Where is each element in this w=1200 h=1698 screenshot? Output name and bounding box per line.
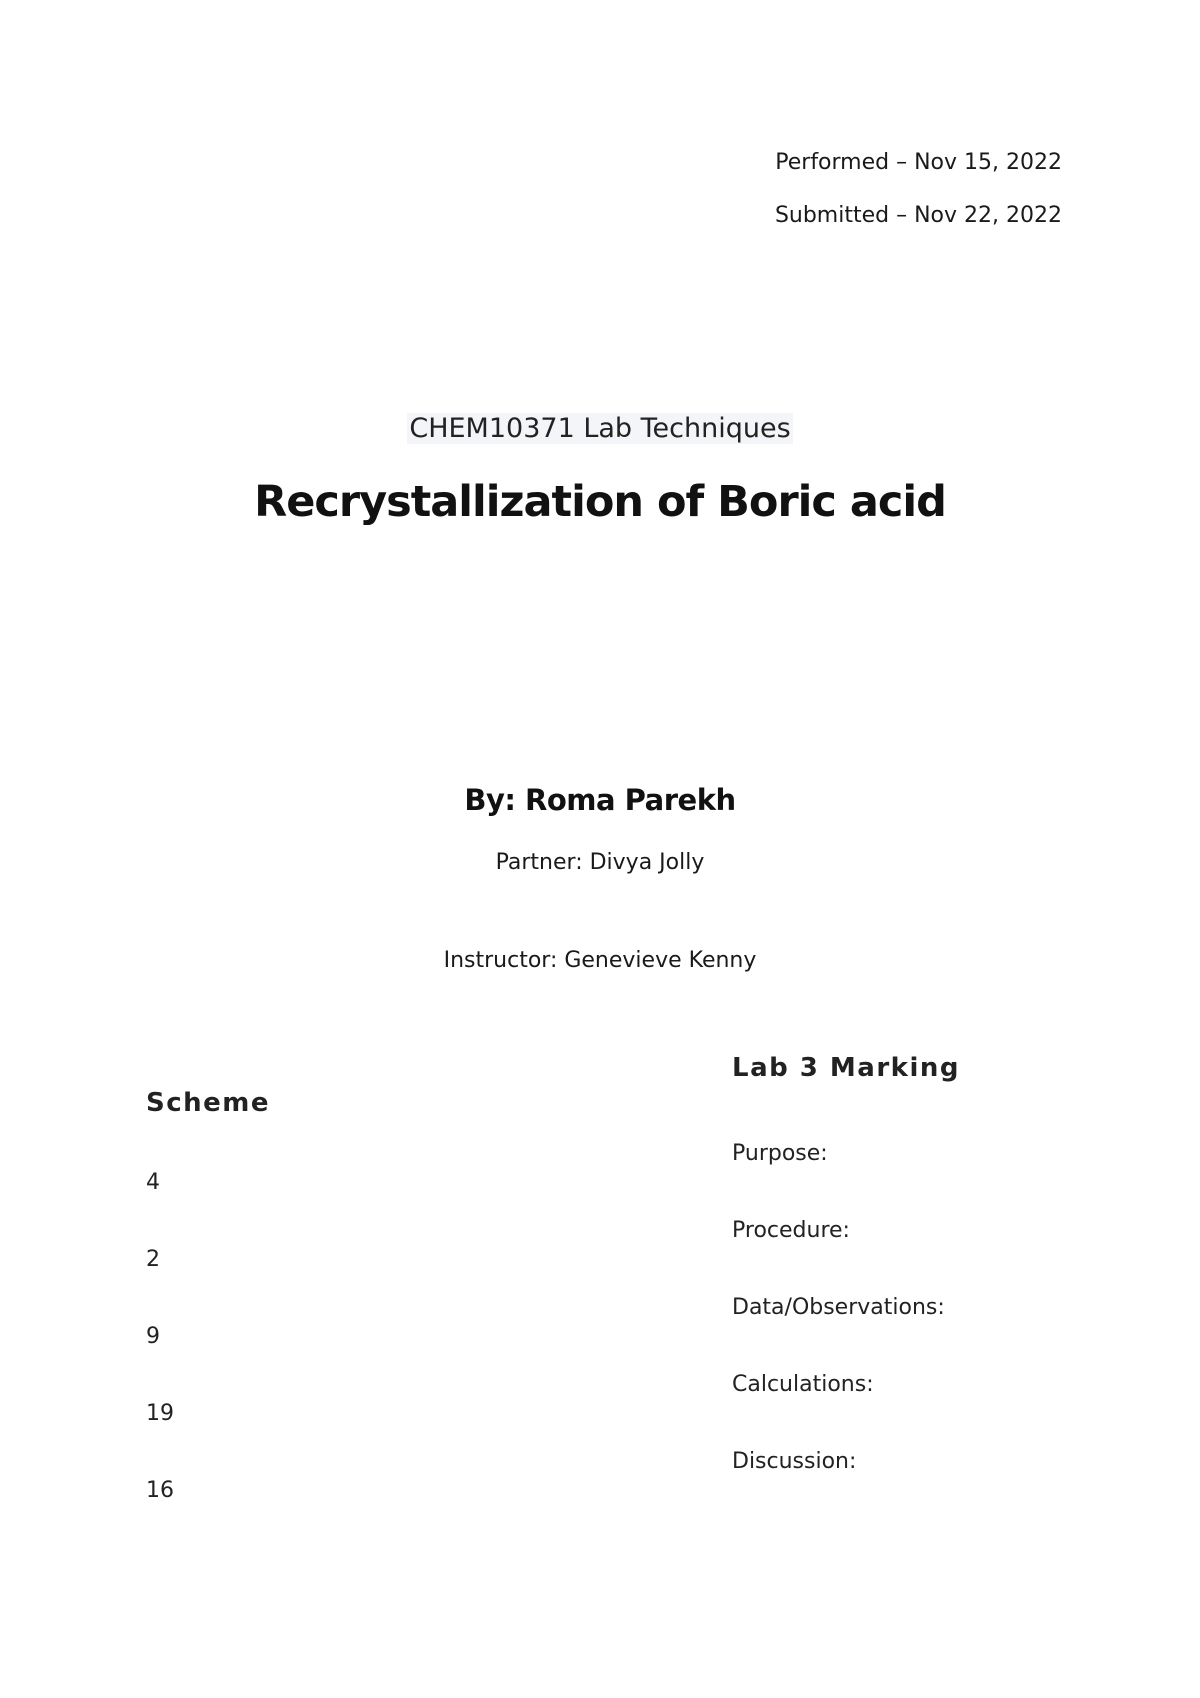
partner-line: Partner: Divya Jolly (495, 850, 705, 875)
report-title: Recrystallization of Boric acid (254, 477, 946, 527)
instructor-line: Instructor: Genevieve Kenny (443, 948, 757, 973)
marking-label-data-observations: Data/Observations: (732, 1295, 945, 1320)
marking-label-discussion: Discussion: (732, 1449, 857, 1474)
marking-value-data-observations: 9 (146, 1324, 160, 1349)
marking-value-discussion: 16 (146, 1478, 174, 1503)
performed-date: Performed – Nov 15, 2022 (775, 150, 1062, 175)
marking-label-procedure: Procedure: (732, 1218, 850, 1243)
author-line: By: Roma Parekh (464, 783, 736, 817)
marking-label-purpose: Purpose: (732, 1141, 828, 1166)
course-name-text: CHEM10371 Lab Techniques (409, 413, 791, 444)
marking-heading: Lab 3 Marking (732, 1053, 960, 1083)
marking-value-procedure: 2 (146, 1247, 160, 1272)
submitted-date: Submitted – Nov 22, 2022 (774, 203, 1062, 228)
scheme-heading: Scheme (146, 1088, 271, 1118)
marking-value-calculations: 19 (146, 1401, 174, 1426)
course-name (0, 413, 1200, 444)
marking-value-purpose: 4 (146, 1170, 160, 1195)
marking-label-calculations: Calculations: (732, 1372, 874, 1397)
